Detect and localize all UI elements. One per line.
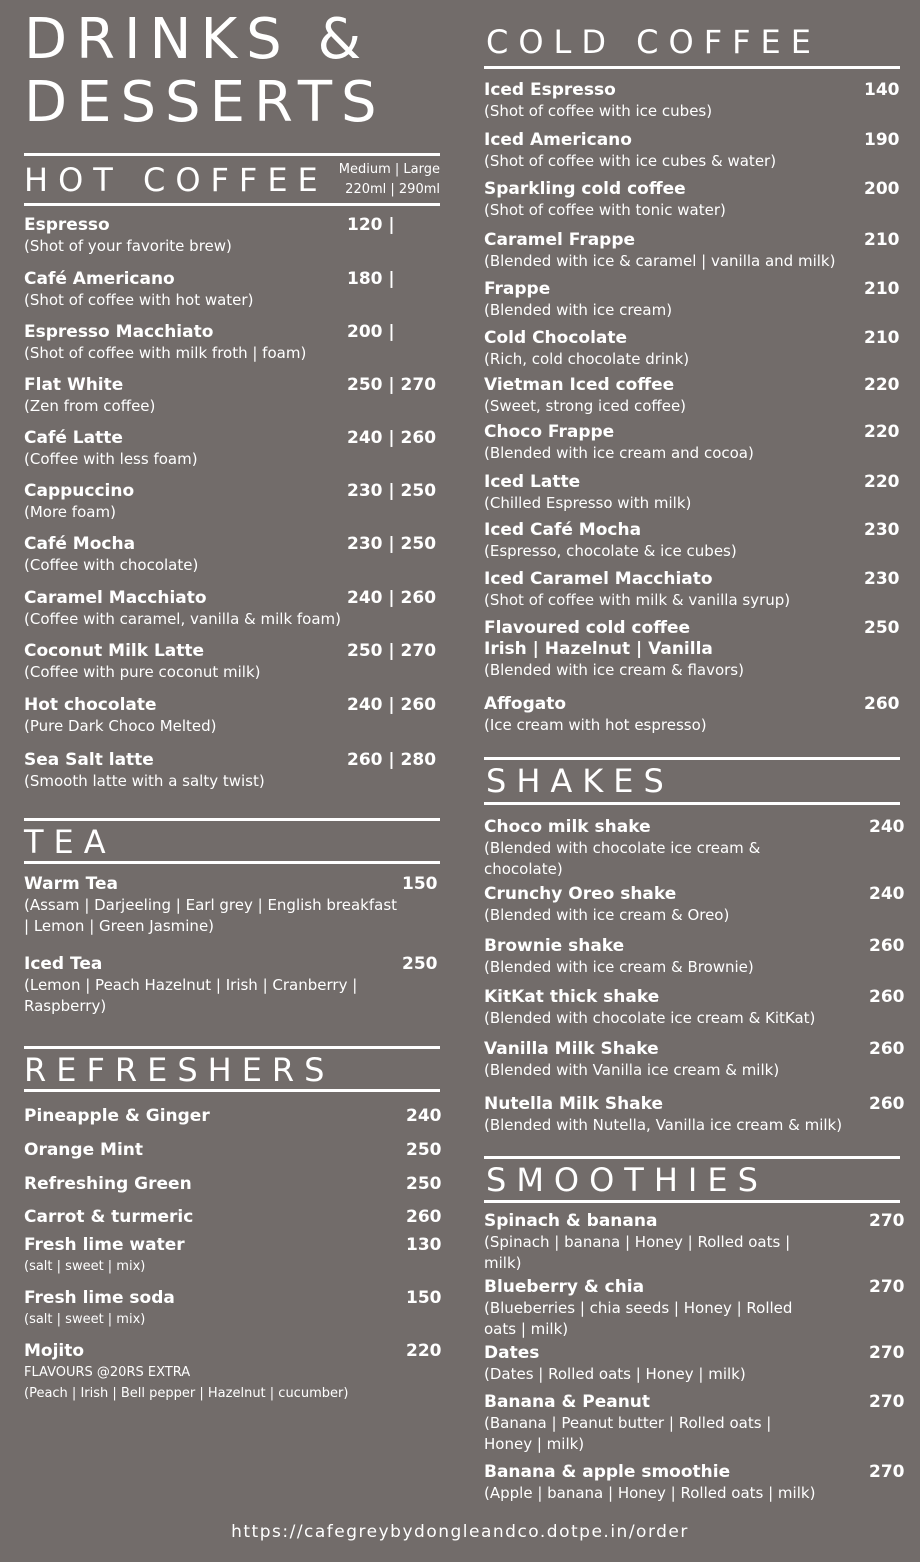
item-name: Cappuccino (24, 481, 135, 501)
item-description: (Sweet, strong iced coffee) (484, 397, 687, 415)
item-price: 270 (869, 1211, 905, 1231)
item-description: (Shot of coffee with ice cubes) (484, 102, 713, 120)
item-description: (Coffee with caramel, vanilla & milk foam) (24, 610, 342, 628)
item-name: Iced Tea (24, 954, 103, 974)
item-name: Vanilla Milk Shake (484, 1039, 659, 1059)
item-description: (Shot of coffee with tonic water) (484, 201, 726, 219)
item-price: 240 (869, 817, 905, 837)
item-description: (Zen from coffee) (24, 397, 156, 415)
item-description: (salt | sweet | mix) (24, 1312, 146, 1327)
menu-item (484, 1038, 905, 1081)
menu-item (484, 693, 900, 736)
item-price: 260 (869, 936, 905, 956)
menu-title-line2: DESSERTS (24, 70, 386, 135)
item-name: Fresh lime water (24, 1235, 185, 1255)
item-name: Carrot & turmeric (24, 1207, 194, 1227)
item-price: 260 (406, 1207, 442, 1227)
item-name: Iced Café Mocha (484, 520, 642, 540)
menu-item (484, 278, 900, 321)
item-price: 250 (406, 1140, 442, 1160)
item-description: (Blended with ice cream and cocoa) (484, 444, 754, 462)
item-description: (Blended with chocolate ice cream & KitKat) (484, 1009, 816, 1027)
menu-item (24, 1173, 440, 1195)
menu-item (24, 214, 440, 257)
item-name: Café Mocha (24, 534, 136, 554)
menu-item (24, 533, 440, 576)
item-name: Iced Latte (484, 472, 581, 492)
menu-item (484, 883, 905, 926)
item-description: (salt | sweet | mix) (24, 1259, 146, 1274)
item-price: 150 (406, 1288, 442, 1308)
item-name: Nutella Milk Shake (484, 1094, 664, 1114)
item-name: Sea Salt latte (24, 750, 154, 770)
item-description: (Chilled Espresso with milk) (484, 494, 692, 512)
menu-item (484, 421, 900, 464)
menu-item (484, 471, 900, 514)
item-price: 240 (406, 1106, 442, 1126)
item-price: 240 | 260 (347, 428, 437, 448)
item-name: Blueberry & chia (484, 1277, 645, 1297)
item-price: 260 (869, 1094, 905, 1114)
item-name: Choco milk shake (484, 817, 651, 837)
item-price: 140 (864, 80, 900, 100)
item-price: 250 | 270 (347, 641, 437, 661)
item-description: (Dates | Rolled oats | Honey | milk) (484, 1365, 746, 1383)
refreshers-bottom-divider (24, 1089, 440, 1092)
item-price: 150 (402, 874, 438, 894)
item-description: (Shot of coffee with hot water) (24, 291, 254, 309)
item-description: (More foam) (24, 503, 116, 521)
item-price: 250 (402, 954, 438, 974)
menu-item (24, 321, 440, 364)
item-description: (Blended with ice cream) (484, 301, 673, 319)
item-description: (Coffee with chocolate) (24, 556, 199, 574)
item-price: 240 (869, 884, 905, 904)
tea-top-divider (24, 818, 440, 821)
menu-item (24, 427, 440, 470)
item-name: Banana & Peanut (484, 1392, 651, 1412)
item-name: Caramel Frappe (484, 230, 636, 250)
menu-item (484, 374, 900, 417)
menu-item (484, 1276, 905, 1340)
item-description: (Spinach | banana | Honey | Rolled oats | milk) (484, 1233, 791, 1272)
menu-item (484, 568, 900, 611)
item-name: Café Americano (24, 269, 175, 289)
item-description: (Shot of coffee with ice cubes & water) (484, 152, 777, 170)
menu-item (484, 229, 900, 272)
item-name: Banana & apple smoothie (484, 1462, 731, 1482)
menu-item (484, 327, 900, 370)
cold-coffee-divider (484, 66, 900, 69)
item-description: (Apple | banana | Honey | Rolled oats | milk) (484, 1484, 816, 1502)
item-price: 200 | (347, 322, 395, 342)
size-labels: Medium | Large (338, 162, 440, 177)
refreshers-top-divider (24, 1046, 440, 1049)
item-price: 200 (864, 179, 900, 199)
item-price: 270 (869, 1343, 905, 1363)
item-price: 240 | 260 (347, 588, 437, 608)
item-price: 260 (869, 987, 905, 1007)
menu-item (484, 617, 900, 681)
item-name: Flat White (24, 375, 124, 395)
menu-item (24, 268, 440, 311)
item-price: 220 (406, 1341, 442, 1361)
refreshers-heading: REFRESHERS (24, 1051, 335, 1089)
menu-item (484, 178, 900, 221)
menu-item (484, 816, 905, 880)
hot-coffee-heading: HOT COFFEE (24, 161, 328, 199)
item-price: 120 | (347, 215, 395, 235)
item-name: Affogato (484, 694, 567, 714)
menu-item (484, 1093, 905, 1136)
item-name: KitKat thick shake (484, 987, 660, 1007)
item-description: (Ice cream with hot espresso) (484, 716, 707, 734)
menu-item (24, 480, 440, 523)
item-description: (Lemon | Peach Hazelnut | Irish | Cranberry | Raspberry) (24, 976, 358, 1015)
item-price: 210 (864, 230, 900, 250)
item-price: 230 | 250 (347, 534, 437, 554)
item-price: 210 (864, 279, 900, 299)
item-price: 250 (406, 1174, 442, 1194)
item-description: (Shot of coffee with milk & vanilla syrup) (484, 591, 791, 609)
item-name: Sparkling cold coffee (484, 179, 686, 199)
item-name: Fresh lime soda (24, 1288, 175, 1308)
item-name: Iced Espresso (484, 80, 616, 100)
item-description-extra: (Peach | Irish | Bell pepper | Hazelnut | cucumber) (24, 1386, 349, 1401)
menu-item (24, 953, 440, 1017)
menu-item (484, 79, 900, 122)
item-name: Cold Chocolate (484, 328, 628, 348)
item-price: 250 | 270 (347, 375, 437, 395)
menu-item (24, 1139, 440, 1161)
item-price: 230 | 250 (347, 481, 437, 501)
item-name: Pineapple & Ginger (24, 1106, 210, 1126)
menu-item (484, 986, 905, 1029)
shakes-heading: SHAKES (486, 762, 674, 800)
cold-coffee-heading: COLD COFFEE (486, 23, 821, 61)
item-description: (Shot of coffee with milk froth | foam) (24, 344, 307, 362)
item-description: (Coffee with pure coconut milk) (24, 663, 261, 681)
menu-item (484, 935, 905, 978)
item-price: 260 (869, 1039, 905, 1059)
tea-heading: TEA (24, 823, 116, 861)
menu-item (484, 1342, 905, 1385)
menu-item (24, 587, 440, 630)
order-url[interactable]: https://cafegreybydongleandco.dotpe.in/order (231, 1522, 689, 1542)
menu-item (24, 1206, 440, 1228)
smoothies-heading: SMOOTHIES (486, 1161, 768, 1199)
item-name: Hot chocolate (24, 695, 157, 715)
item-name: Warm Tea (24, 874, 118, 894)
menu-item (24, 749, 440, 792)
item-description: (Coffee with less foam) (24, 450, 198, 468)
menu-item (24, 1105, 440, 1127)
item-price: 230 (864, 520, 900, 540)
item-price: 220 (864, 375, 900, 395)
menu-item (484, 1210, 905, 1274)
menu-item (484, 519, 900, 562)
item-name: Crunchy Oreo shake (484, 884, 677, 904)
item-description: (Assam | Darjeeling | Earl grey | English breakfast | Lemon | Green Jasmine) (24, 896, 398, 935)
item-description: (Espresso, chocolate & ice cubes) (484, 542, 737, 560)
hot-coffee-bottom-divider (24, 203, 440, 206)
shakes-top-divider (484, 757, 900, 760)
item-name: Coconut Milk Latte (24, 641, 205, 661)
item-name: Spinach & banana (484, 1211, 658, 1231)
item-name: Brownie shake (484, 936, 625, 956)
item-price: 220 (864, 422, 900, 442)
item-description: (Blended with ice & caramel | vanilla and milk) (484, 252, 836, 270)
item-description: (Blended with ice cream & Oreo) (484, 906, 730, 924)
item-price: 210 (864, 328, 900, 348)
menu-item (24, 374, 440, 417)
size-header (300, 160, 440, 200)
menu-item (484, 1391, 905, 1455)
menu-title (24, 8, 444, 134)
menu-title-line1: DRINKS & (24, 7, 371, 72)
item-price: 270 (869, 1392, 905, 1412)
item-name: Caramel Macchiato (24, 588, 207, 608)
item-price: 180 | (347, 269, 395, 289)
tea-bottom-divider (24, 861, 440, 864)
item-name: Iced Americano (484, 130, 632, 150)
item-price: 260 | 280 (347, 750, 437, 770)
item-name: Mojito (24, 1341, 85, 1361)
size-volumes: 220ml | 290ml (345, 182, 440, 197)
item-description: (Blended with ice cream & Brownie) (484, 958, 754, 976)
item-description: (Blended with chocolate ice cream & chocolate) (484, 839, 761, 878)
item-description: (Shot of your favorite brew) (24, 237, 232, 255)
item-name: Espresso Macchiato (24, 322, 214, 342)
menu-item (484, 1461, 905, 1504)
item-description: (Blended with Vanilla ice cream & milk) (484, 1061, 780, 1079)
menu-item (24, 1287, 440, 1330)
item-name: Vietman Iced coffee (484, 375, 675, 395)
menu-item (24, 1340, 440, 1404)
item-price: 270 (869, 1277, 905, 1297)
item-description: (Rich, cold chocolate drink) (484, 350, 690, 368)
item-description: (Blueberries | chia seeds | Honey | Rolled oats | milk) (484, 1299, 793, 1338)
item-description: (Blended with Nutella, Vanilla ice cream & milk) (484, 1116, 843, 1134)
item-price: 130 (406, 1235, 442, 1255)
item-name: Frappe (484, 279, 551, 299)
item-name: Dates (484, 1343, 540, 1363)
menu-item (24, 1234, 440, 1277)
item-price: 240 | 260 (347, 695, 437, 715)
item-description: (Pure Dark Choco Melted) (24, 717, 217, 735)
menu-item (24, 640, 440, 683)
smoothies-top-divider (484, 1156, 900, 1159)
item-price: 230 (864, 569, 900, 589)
item-name: Espresso (24, 215, 110, 235)
item-name: Choco Frappe (484, 422, 615, 442)
item-name: Refreshing Green (24, 1174, 192, 1194)
menu-item (24, 873, 440, 937)
hot-coffee-top-divider (24, 153, 440, 156)
item-price: 220 (864, 472, 900, 492)
item-description: (Banana | Peanut butter | Rolled oats | Honey | milk) (484, 1414, 772, 1453)
item-description: FLAVOURS @20RS EXTRA (24, 1365, 191, 1380)
item-price: 270 (869, 1462, 905, 1482)
item-name: Iced Caramel Macchiato (484, 569, 713, 589)
item-name: Flavoured cold coffee (484, 618, 691, 638)
item-price: 260 (864, 694, 900, 714)
item-name: Café Latte (24, 428, 123, 448)
item-description-extra: (Blended with ice cream & flavors) (484, 661, 744, 679)
item-name: Orange Mint (24, 1140, 143, 1160)
item-price: 250 (864, 618, 900, 638)
item-description: (Smooth latte with a salty twist) (24, 772, 265, 790)
item-description: Irish | Hazelnut | Vanilla (484, 639, 713, 659)
menu-item (484, 129, 900, 172)
smoothies-bottom-divider (484, 1200, 900, 1203)
menu-item (24, 694, 440, 737)
item-price: 190 (864, 130, 900, 150)
shakes-bottom-divider (484, 802, 900, 805)
